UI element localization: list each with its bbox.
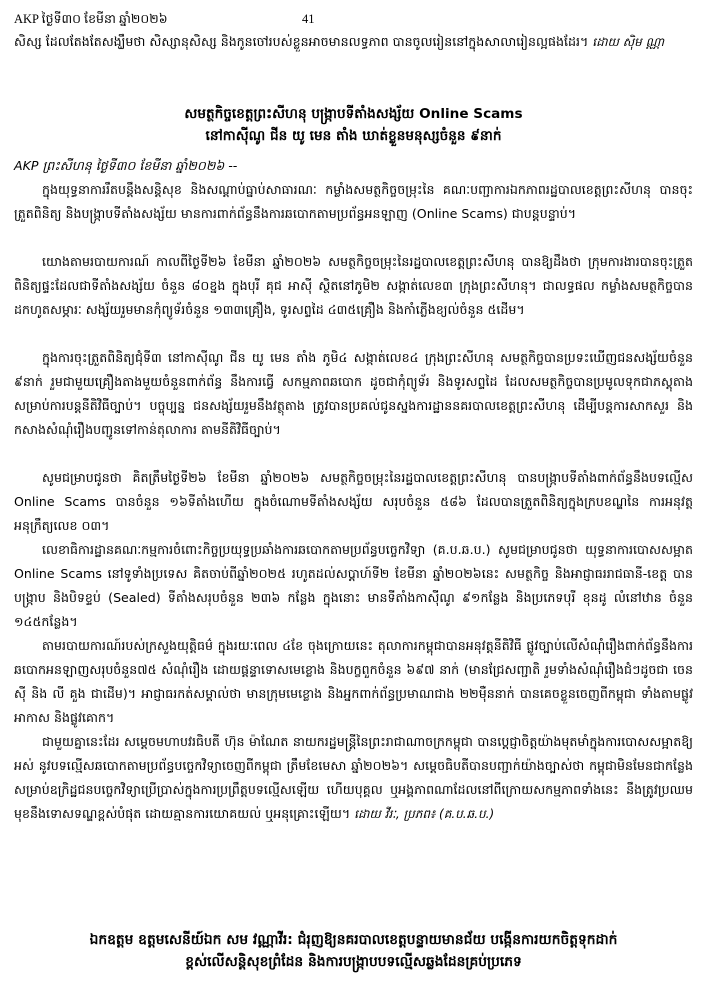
previous-article-byline: ដោយ ស៊ិម ណ្ណា xyxy=(592,35,665,49)
header-publication-date: AKP ថ្ងៃទី៣០ ខែមីនា ឆ្នាំ២០២៦ xyxy=(14,12,168,26)
article-paragraph-7 xyxy=(14,730,693,826)
article-paragraph-2: យោងតាមរបាយការណ៍ កាលពីថ្ងៃទី២៦ ខែមីនា ឆ្នាំ២០២៦ សមត្ថកិច្ចចម្រុះនៃរដ្ឋបាលខេត្តព្រះសីហនុ បានឱ្យដឹងថា ក្រុមការងារបានចុះត្រួតពិនិត្យផ្ទះដែលជាទីតាំងសង្ស័យ ចំនួន ៨០ខ្នង ក្នុងបុរី គុជ អាស៊ី ស្ថិតនៅភូមិ២ សង្កាត់លេខ៣ ក្រុងព្រះសីហនុ។ ជាលទ្ធផល កម្លាំងសមត្ថកិច្ចបានដកហូតសម្ភារៈ សង្ស័យរួមមានកុំព្យូទ័រចំនួន ១៣៣គ្រឿង, ទូរសព្ទដៃ ៤៣៥គ្រឿង និងកាំភ្លើងខ្យល់ចំនួន ៥ដើម។ xyxy=(14,254,693,317)
article-byline: ដោយ វីរៈ, ប្រភព៖ (គ.ប.ឆ.ប.) xyxy=(354,807,495,821)
article-paragraph-7-text: ជាមួយគ្នានេះដែរ សម្តេចមហាបវរធិបតី ហ៊ុន ម៉ាណែត នាយករដ្ឋមន្ត្រីនៃព្រះរាជាណាចក្រកម្ពុជា បានប្តេជ្ញាចិត្តយ៉ាងមុតមាំក្នុងការបោសសម្អាតឱ្យអស់ នូវបទល្មើសឆបោកតាមប្រព័ន្ធបច្ចេកវិទ្យាចេញពីកម្ពុជា ត្រឹមខែមេសា ឆ្នាំ២០២៦។ សម្តេចធិបតីបានបញ្ជាក់យ៉ាងច្បាស់ថា កម្ពុជាមិនមែនជាកន្លែងសម្រាប់ឧក្រិដ្ឋជនបច្ចេកវិទ្យាប្រើប្រាស់ក្នុងការប្រព្រឹត្តបទល្មើសឡើយ ហើយបុគ្គល ឬអង្គភាពណាដែលនៅពីក្រោយសកម្មភាពទាំងនេះ នឹងត្រូវប្រឈមមុខនឹងទោសទណ្ឌខ្ពស់បំផុត ដោយគ្មានការយោគយល់ ឬអនុគ្រោះឡើយ។ xyxy=(14,734,693,821)
previous-article-ending xyxy=(14,30,693,54)
article-headline-line-2: នៅកាស៊ីណូ ជីន យូ មេន តាំង ឃាត់ខ្លួនមនុស្សចំនួន ៩នាក់ xyxy=(205,128,502,144)
page-number: 41 xyxy=(302,12,315,26)
article-paragraph-1: ក្នុងយុទ្ធនាការរឹតបន្តឹងសន្តិសុខ និងសណ្តាប់ធ្នាប់សាធារណៈ កម្លាំងសមត្ថកិច្ចចម្រុះនៃ គណៈបញ្ជាការឯកភាពរដ្ឋបាលខេត្តព្រះសីហនុ បានចុះត្រួតពិនិត្យ និងបង្ក្រាបទីតាំងសង្ស័យ មានការពាក់ព័ន្ធនឹងការឆបោកតាមប្រព័ន្ធអនឡាញ (Online Scams) ជាបន្តបន្ទាប់។ xyxy=(14,182,693,221)
article-paragraph-3: ក្នុងការចុះត្រួតពិនិត្យជុំទី៣ នៅកាស៊ីណូ ជីន យូ មេន តាំង ភូមិ៤ សង្កាត់លេខ៤ ក្រុងព្រះសីហនុ សមត្ថកិច្ចបានប្រទះឃើញជនសង្ស័យចំនួន ៩នាក់ រួមជាមួយគ្រឿងតាងមួយចំនួនពាក់ព័ន្ធ នឹងការធ្វើ សកម្មភាពឆបោក ដូចជាកុំព្យូទ័រ និងទូរសព្ទដៃ ដែលសមត្ថកិច្ចបានប្រមូលទុកជាភស្តុតាង សម្រាប់ការបន្តនីតិវិធីច្បាប់។ បច្ចុប្បន្ន ជនសង្ស័យរួមនឹងវត្ថុតាង ត្រូវបានប្រគល់ជូនស្នងការដ្ឋាននគរបាលខេត្តព្រះសីហនុ ដើម្បីបន្តការសាកសួរ និង កសាងសំណុំរឿងបញ្ជូនទៅកាន់តុលាការ តាមនីតិវិធីច្បាប់។ xyxy=(14,350,693,437)
article-paragraph-4: សូមជម្រាបជូនថា គិតត្រឹមថ្ងៃទី២៦ ខែមីនា ឆ្នាំ២០២៦ សមត្ថកិច្ចចម្រុះនៃរដ្ឋបាលខេត្តព្រះសីហនុ បានបង្ក្រាបទីតាំងពាក់ព័ន្ធនឹងបទល្មើស Online Scams បានចំនួន ១៦ទីតាំងហើយ ក្នុងចំណោមទីតាំងសង្ស័យ សរុបចំនួន ៥៨៦ ដែលបានត្រួតពិនិត្យក្នុងក្របខណ្ឌនៃ ការអនុវត្តអនុក្រឹត្យលេខ ០៣។ xyxy=(14,470,693,533)
next-article-headline-line-2: ខ្ពស់លើសន្តិសុខព្រំដែន និងការបង្ក្រាបបទល្មើសឆ្លងដែនគ្រប់ប្រភេទ xyxy=(185,954,522,970)
previous-article-text: សិស្ស ដែលតែងតែសង្ឃឹមថា សិស្សានុសិស្ស និងកូនចៅរបស់ខ្លួនអាចមានលទ្ធភាព បានចូលរៀននៅក្នុងសាលារៀនល្អផងដែរ។ xyxy=(14,34,589,49)
page-header xyxy=(14,10,694,30)
next-article-headline-line-1: ឯកឧត្តម ឧត្តមសេនីយ៍ឯក សម វណ្ណាវីរ: ជំរុញឱ្យនគរបាលខេត្តបន្ទាយមានជ័យ បង្កើនការយកចិត្តទុកដាក់ xyxy=(89,932,618,948)
article-dateline: AKP ព្រះសីហនុ ថ្ងៃទី៣០ ខែមីនា ឆ្នាំ២០២៦ -- xyxy=(14,158,238,173)
article-headline-line-1: សមត្ថកិច្ចខេត្តព្រះសីហនុ បង្ក្រាបទីតាំងសង្ស័យ Online Scams xyxy=(184,106,523,122)
article-paragraph-5: លេខាធិការដ្ឋានគណៈកម្មការចំពោះកិច្ចប្រយុទ្ធប្រឆាំងការឆបោកតាមប្រព័ន្ធបច្ចេកវិទ្យា (គ.ប.ឆ.ប.) សូមជម្រាបជូនថា យុទ្ធនាការបោសសម្អាត Online Scams នៅទូទាំងប្រទេស គិតចាប់ពីឆ្នាំ២០២៥ រហូតដល់សប្តាហ៍ទី២ ខែមីនា ឆ្នាំ២០២៦នេះ សមត្ថកិច្ច និងអាជ្ញាធររាជធានី-ខេត្ត បានបង្ក្រាប និងបិទខ្ទប់ (Sealed) ទីតាំងសរុបចំនួន ២៣៦ កន្លែង ក្នុងនោះ មានទីតាំងកាស៊ីណូ ៩១កន្លែង និងប្រភេទបុរី ខុនដូ លំនៅឋាន ចំនួន ១៤៥កន្លែង។ xyxy=(14,542,693,629)
article-paragraph-6: តាមរបាយការណ៍របស់ក្រសួងយុត្តិធម៌ ក្នុងរយៈពេល ៤ខែ ចុងក្រោយនេះ តុលាការកម្ពុជាបានអនុវត្តនីតិវិធី ផ្លូវច្បាប់លើសំណុំរឿងពាក់ព័ន្ធនឹងការឆបោកអនឡាញសរុបចំនួន៧៥ សំណុំរឿង ដោយផ្តន្ទាទោសមេខ្លោង និងបក្ខពួកចំនួន ៦៩៧ នាក់ (មានជ្រែសញ្ជាតិ រួមទាំងសំណុំរឿងជំៗដូចជា ចេន ស៊ី និង លី គួង ជាដើម)។ អាជ្ញាធរកត់សម្គាល់ថា មានក្រុមមេខ្លោង និងអ្នកពាក់ព័ន្ធប្រមាណជាង ២២ម៉ឺននាក់ បានគេចខ្លួនចេញពីកម្ពុជា ទាំងតាមផ្លូវអាកាស និងផ្លូវគោក។ xyxy=(14,638,693,725)
